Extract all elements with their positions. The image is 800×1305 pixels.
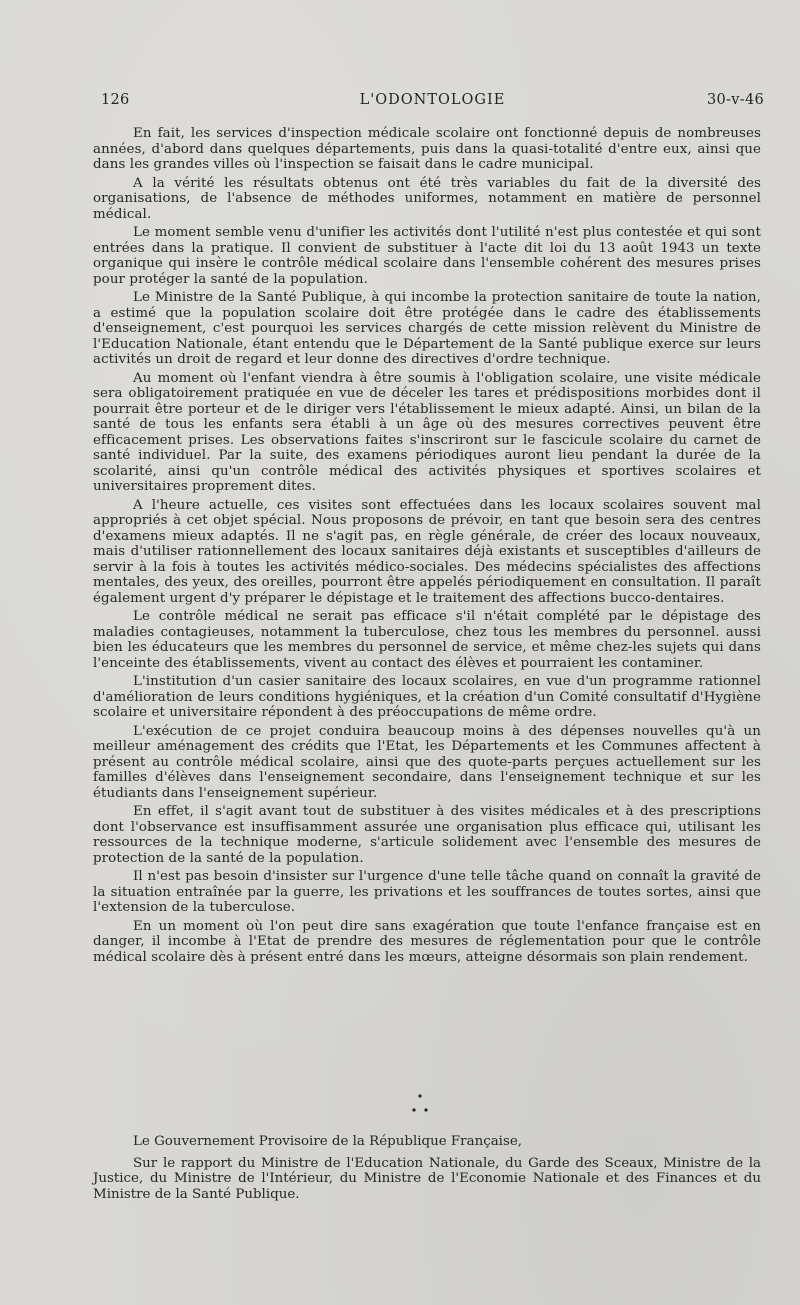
- paragraph: En effet, il s'agit avant tout de substituer à des visites médicales et à des prescriptions dont l'observance est insuffisamment assurée une organisation plus efficace qui, utilisant les ressources de la technique moderne, s'articule solidement avec l'ensemble des mesures de protection de la santé de la population.: [93, 804, 761, 866]
- journal-title: L'ODONTOLOGIE: [359, 92, 506, 108]
- article-body: [93, 126, 761, 968]
- paragraph: L'institution d'un casier sanitaire des locaux scolaires, en vue d'un programme rationnel d'amélioration de leurs conditions hygiéniques, et la création d'un Comité consultatif d'Hygiène scolaire et universitaire répondent à des préoccupations de même ordre.: [93, 674, 761, 720]
- paragraph: Le Ministre de la Santé Publique, à qui incombe la protection sanitaire de toute la nation, a estimé que la population scolaire doit être protégée dans le cadre des établissements d'enseignement, c'est pourquoi les services chargés de cette mission relèvent du Ministre de l'Education Nationale, étant entendu que le Département de la Santé publique exerce sur leurs activités un droit de regard et leur donne des directives d'ordre technique.: [93, 290, 761, 367]
- section-break-ornament: [400, 1090, 440, 1120]
- decree-preamble: [93, 1134, 761, 1208]
- running-header: [101, 92, 764, 110]
- page-number: 126: [101, 92, 130, 108]
- paragraph: Il n'est pas besoin d'insister sur l'urgence d'une telle tâche quand on connaît la gravité de la situation entraînée par la guerre, les privations et les souffrances de toutes sortes, ainsi que l'extension de la tuberculose.: [93, 869, 761, 915]
- paragraph: Le contrôle médical ne serait pas efficace s'il n'était complété par le dépistage des maladies contagieuses, notamment la tuberculose, chez tous les membres du personnel. aussi bien les éducateurs que les membres du personnel de service, et même chez-les sujets qui dans l'enceinte des établissements, vivent au contact des élèves et pourraient les contaminer.: [93, 609, 761, 671]
- paragraph: A la vérité les résultats obtenus ont été très variables du fait de la diversité des organisations, de l'absence de méthodes uniformes, notamment en matière de personnel médical.: [93, 175, 761, 222]
- issue-date: 30-v-46: [707, 92, 764, 108]
- paragraph: En un moment où l'on peut dire sans exagération que toute l'enfance française est en danger, il incombe à l'Etat de prendre des mesures de réglementation pour que le contrôle médical scolaire dès à présent entré dans les mœurs, atteigne désormais son plain rendement.: [93, 918, 761, 965]
- paragraph: En fait, les services d'inspection médicale scolaire ont fonctionné depuis de nombreuses années, d'abord dans quelques départements, puis dans la quasi-totalité d'entre eux, ainsi que dans les grandes villes où l'inspection se faisait dans le cadre municipal.: [93, 126, 761, 172]
- paragraph: A l'heure actuelle, ces visites sont effectuées dans les locaux scolaires souvent mal appropriés à cet objet spécial. Nous proposons de prévoir, en tant que besoin sera des centres d'examens mieux adaptés. Il ne s'agit pas, en règle générale, de créer des locaux nouveaux, mais d'utiliser rationnellement des locaux sanitaires déjà existants et susceptibles d'ailleurs de servir à la fois à toutes les activités médico-sociales. Des médecins spécialistes des affections mentales, des yeux, des oreilles, pourront être appelés périodiquement en consultation. Il paraît également urgent d'y préparer le dépistage et le traitement des affections bucco-dentaires.: [93, 497, 761, 606]
- paragraph: Au moment où l'enfant viendra à être soumis à l'obligation scolaire, une visite médicale sera obligatoirement pratiquée en vue de déceler les tares et prédispositions morbides dont il pourrait être porteur et de le diriger vers l'établissement le mieux adapté. Ainsi, un bilan de la santé de tous les enfants sera établi à un âge où des mesures correctives peuvent être efficacement prises. Les observations faites s'inscriront sur le fascicule scolaire du carnet de santé individuel. Par la suite, des examens périodiques auront lieu pendant la durée de la scolarité, ainsi qu'un contrôle médical des activités physiques et sportives scolaires et universitaires proprement dites.: [93, 370, 761, 494]
- paragraph: L'exécution de ce projet conduira beaucoup moins à des dépenses nouvelles qu'à un meilleur aménagement des crédits que l'Etat, les Départements et les Communes affectent à présent au contrôle médical scolaire, ainsi que des quote-parts perçues actuellement sur les familles d'élèves dans l'enseignement secondaire, dans l'enseignement technique et sur les étudiants dans l'enseignement supérieur.: [93, 723, 761, 801]
- decree-government-line: Le Gouvernement Provisoire de la République Française,: [133, 1134, 523, 1149]
- paragraph: Le moment semble venu d'unifier les activités dont l'utilité n'est plus contestée et qui sont entrées dans la pratique. Il convient de substituer à l'acte dit loi du 13 août 1943 un texte organique qui insère le contrôle médical scolaire dans l'ensemble cohérent des mesures prises pour protéger la santé de la population.: [93, 225, 761, 287]
- decree-report-line: Sur le rapport du Ministre de l'Education Nationale, du Garde des Sceaux, Ministre de la Justice, du Ministre de l'Intérieur, du Ministre de l'Economie Nationale et des Finances et du Ministre de la Santé Publique.: [93, 1155, 761, 1202]
